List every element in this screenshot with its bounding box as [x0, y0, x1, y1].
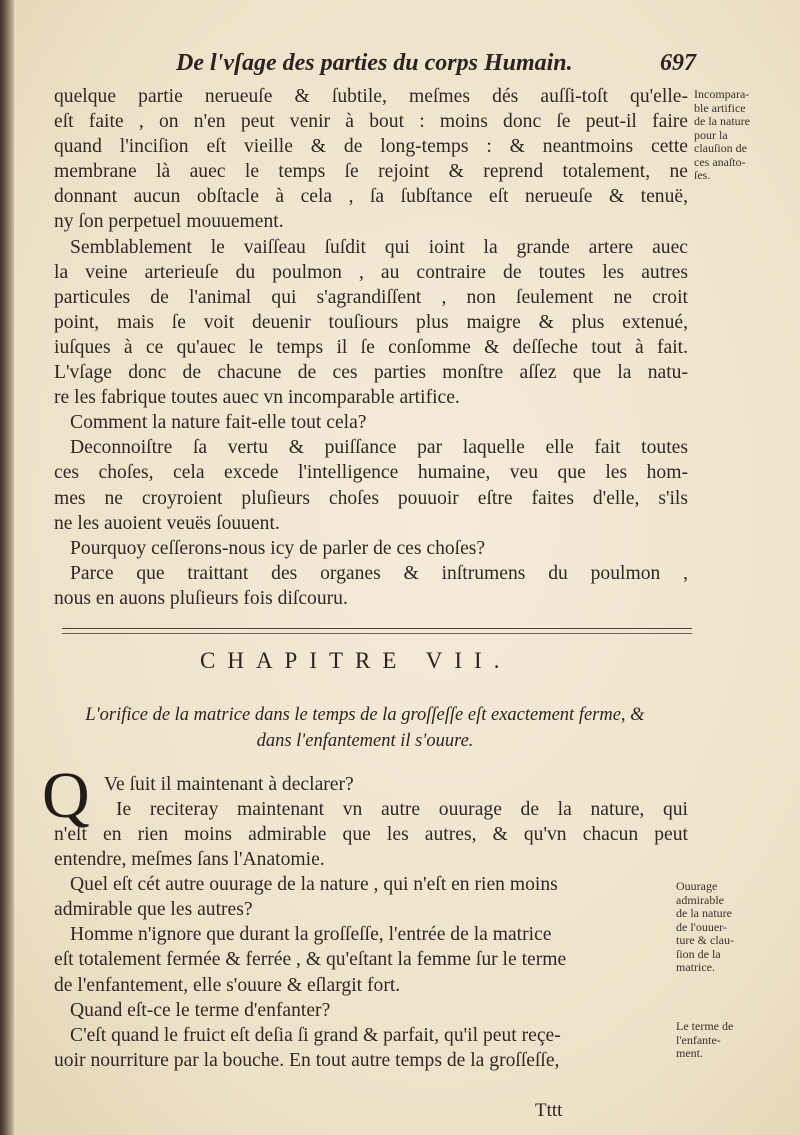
text-line: quelque partie nerueuſe & ſubtile, meſmes dés auſſi-toſt qu'elle- — [54, 86, 688, 107]
text-line: nous en auons pluſieurs fois diſcouru. — [54, 587, 348, 609]
margin-note: Incompara- ble artifice de la nature pour la clauſion de ces anaſto- ſes. — [694, 87, 750, 182]
body-text-bottom-a — [104, 772, 688, 822]
text-line: admirable que les autres? — [54, 899, 253, 921]
text-line: Homme n'ignore que durant la groſſeſſe, l'entrée de la matrice — [70, 924, 552, 946]
section-rule — [62, 633, 692, 634]
chapter-heading: CHAPITRE VII. — [200, 648, 512, 673]
text-line: entendre, meſmes ſans l'Anatomie. — [54, 849, 325, 871]
section-rule — [62, 628, 692, 629]
text-line: membrane là auec le temps ſe rejoint & reprend totalement, ne — [54, 161, 688, 183]
text-line: Parce que traittant des organes & inſtrumens du poulmon , — [70, 562, 688, 584]
text-line: Quel eſt cét autre ouurage de la nature , qui n'eſt en rien moins — [70, 874, 558, 896]
text-line: de l'enfantement, elle s'ouure & eſlargit fort. — [54, 974, 401, 996]
text-line: re les fabrique toutes auec vn incomparable artifice. — [54, 387, 460, 409]
drop-cap: Q — [42, 759, 90, 832]
text-line: iuſques à ce qu'auec le temps il ſe conſomme & deſſeche tout à fait. — [54, 336, 688, 358]
book-binding-edge — [0, 0, 14, 1135]
text-line: Quand eſt-ce le terme d'enfanter? — [70, 999, 331, 1021]
text-line: Ve ſuit il maintenant à declarer? — [104, 774, 354, 795]
body-text-bottom-b — [54, 822, 688, 1073]
text-line: eſt faite , on n'en peut venir à bout : moins donc ſe peut-il faire — [54, 111, 688, 133]
text-line: point, mais ſe voit deuenir touſiours plus maigre & plus extenué, — [54, 311, 688, 333]
body-text-top — [54, 84, 688, 611]
text-line: eſt totalement fermée & ferrée , & qu'eſtant la femme ſur le terme — [54, 949, 567, 971]
text-line: ne les auoient veuës ſouuent. — [54, 512, 280, 534]
text-line: C'eſt quand le fruict eſt deſia ſi grand & parfait, qu'il peut reçe- — [70, 1024, 561, 1046]
text-line: Pourquoy ceſſerons-nous icy de parler de ces choſes? — [70, 537, 486, 559]
text-line: quand l'inciſion eſt vieille & de long-temps : & neantmoins cette — [54, 136, 688, 158]
text-line: uoir nourriture par la bouche. En tout autre temps de la groſſeſſe, — [54, 1049, 560, 1071]
text-line: Deconnoiſtre ſa vertu & puiſſance par laquelle elle fait toutes — [70, 437, 688, 459]
text-line: L'vſage donc de chacune de ces parties monſtre aſſez que la natu- — [54, 362, 688, 384]
subtitle-line: L'orifice de la matrice dans le temps de la groſſeſſe eſt exactement ferme, & — [85, 705, 645, 725]
text-line: la veine arterieuſe du poulmon , au contraire de toutes les autres — [54, 261, 688, 283]
text-line: Semblablement le vaiſſeau ſuſdit qui ioint la grande artere auec — [70, 236, 688, 258]
text-line: mes ne croyroient pluſieurs choſes pouuoir eſtre faites d'elle, s'ils — [54, 487, 688, 509]
catchword: Tttt — [535, 1100, 563, 1121]
text-line: particules de l'animal qui s'agrandiſſent , non ſeulement ne croit — [54, 286, 688, 308]
text-line: ces choſes, cela excede l'intelligence humaine, veu que les hom- — [54, 462, 688, 484]
margin-note: Le terme de l'enfante- ment. — [676, 1019, 734, 1060]
text-line: ny ſon perpetuel mouuement. — [54, 211, 284, 233]
running-header — [176, 50, 696, 82]
subtitle-line: dans l'enfantement il s'ouure. — [256, 731, 474, 751]
page-number: 697 — [660, 50, 696, 76]
chapter-subtitle — [40, 702, 690, 754]
margin-note: Ouurage admirable de la nature de l'ouuer- ture & clau- ſion de la matrice. — [676, 879, 734, 974]
text-line: n'eſt en rien moins admirable que les autres, & qu'vn chacun peut — [54, 824, 688, 845]
text-line: Ie reciteray maintenant vn autre ouurage de la nature, qui — [116, 799, 688, 821]
text-line: Comment la nature fait-elle tout cela? — [70, 412, 367, 434]
running-title: De l'vſage des parties du corps Humain. — [176, 50, 573, 76]
text-line: donnant aucun obſtacle à cela , ſa ſubſtance eſt nerueuſe & tenuë, — [54, 186, 688, 208]
